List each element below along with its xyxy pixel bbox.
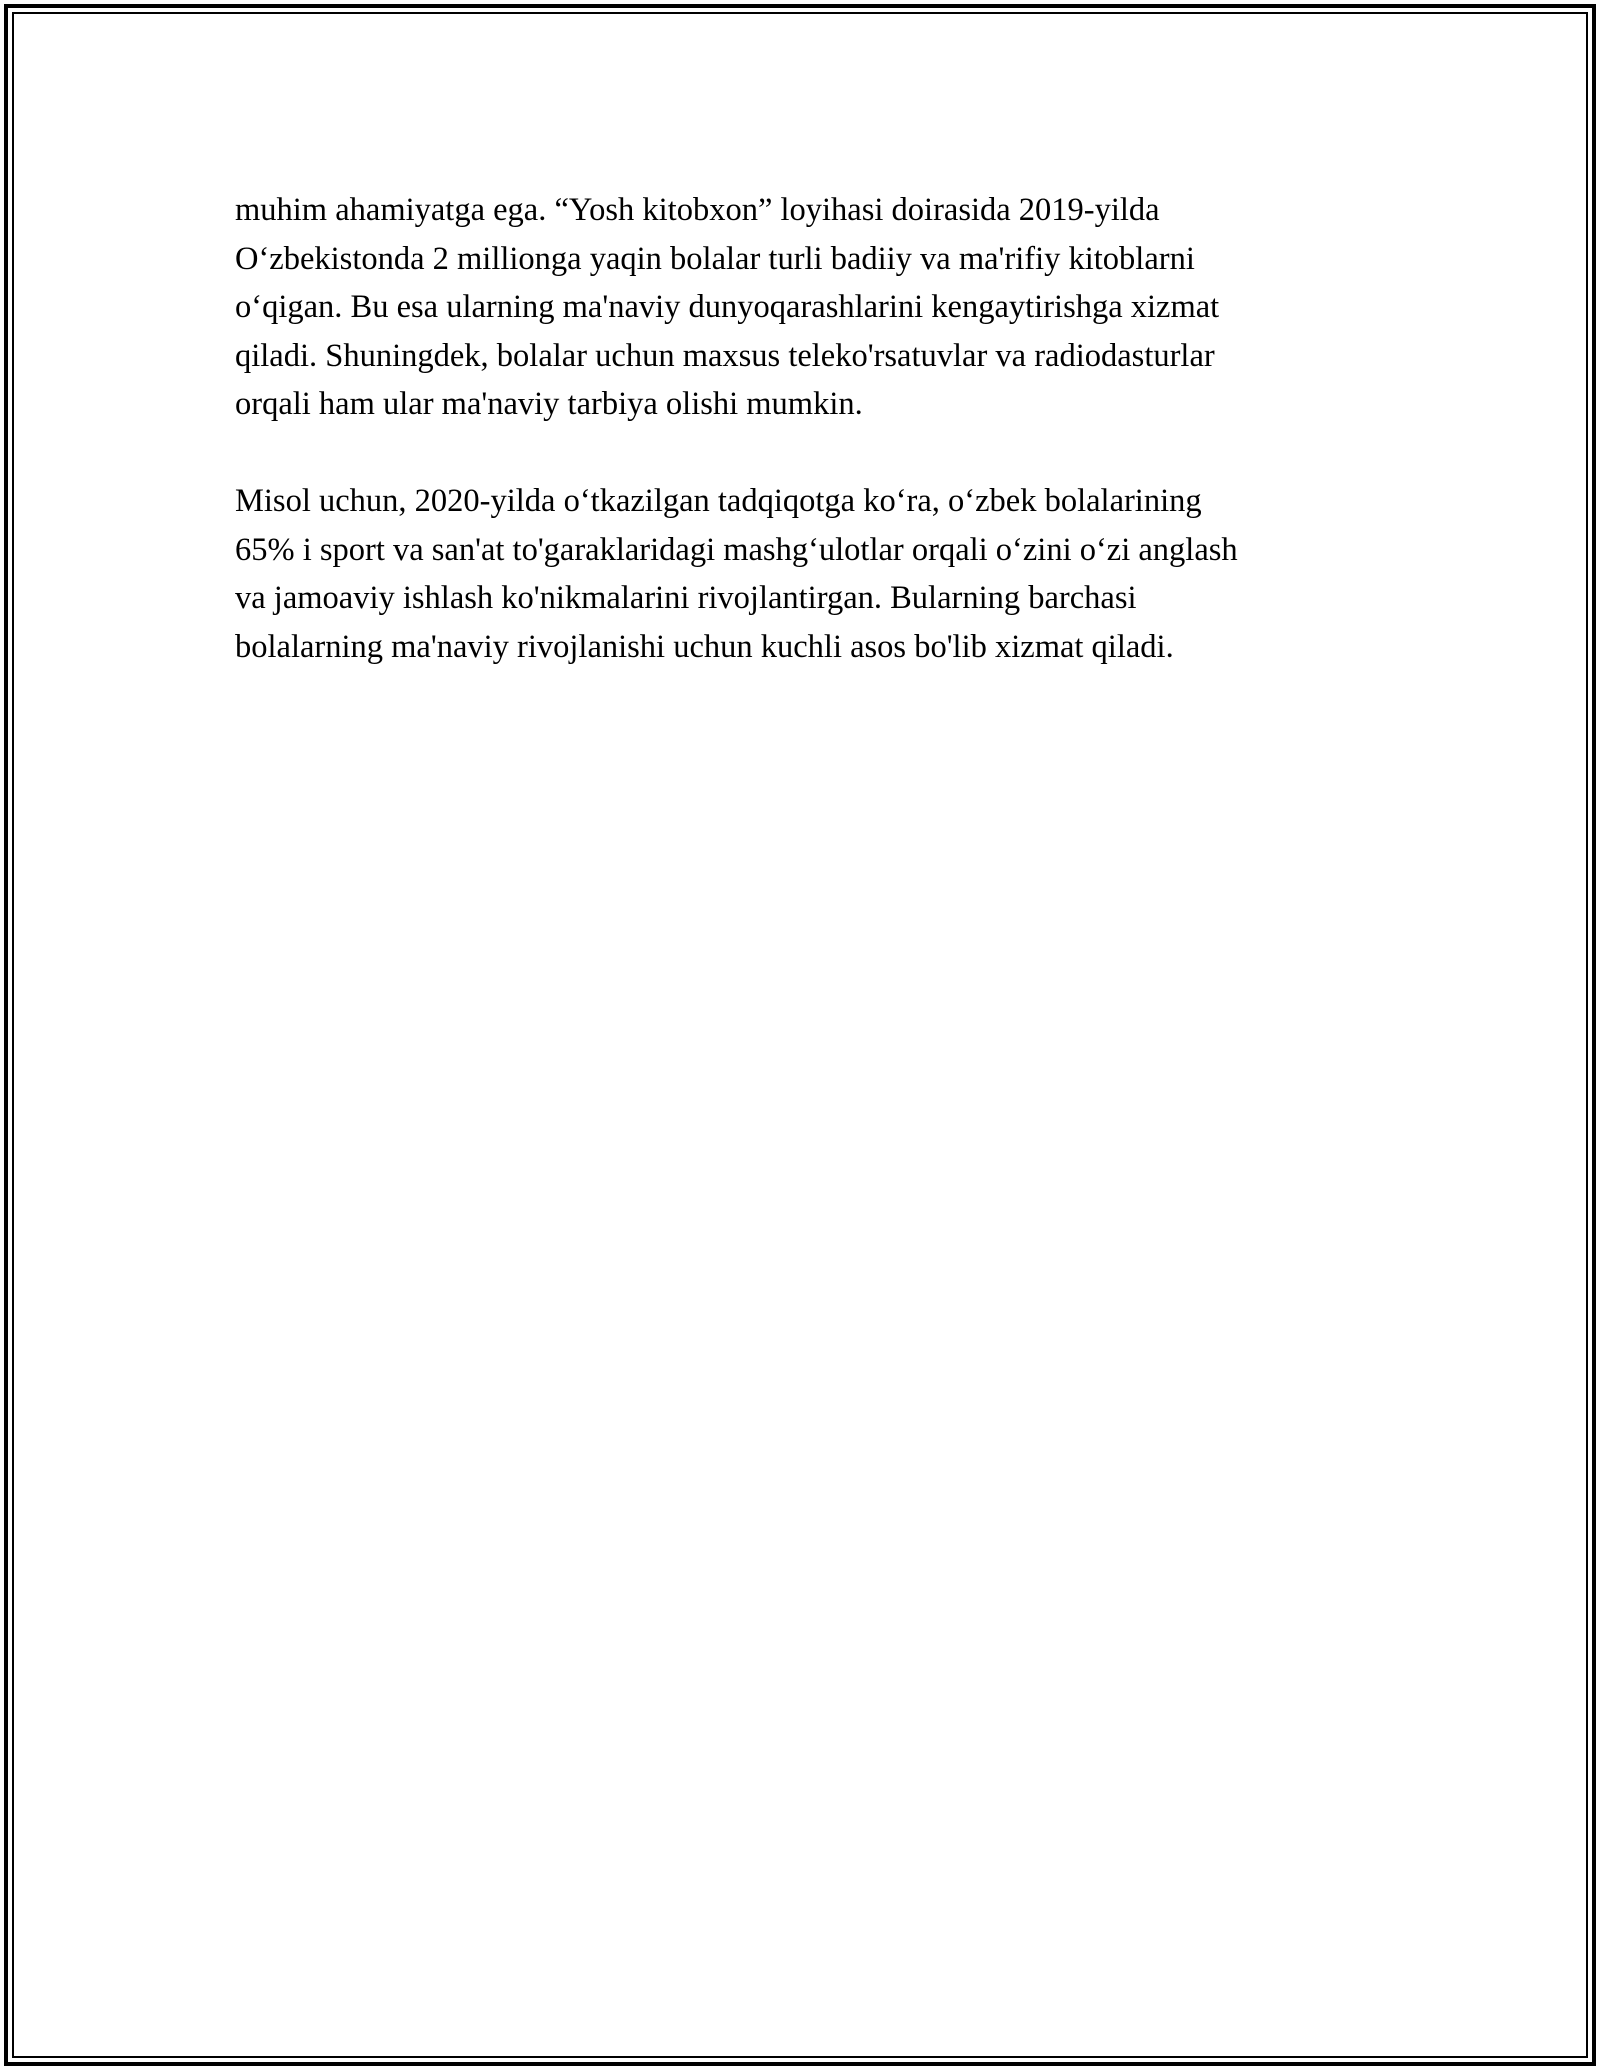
paragraph-line: o‘qigan. Bu esa ularning ma'naviy dunyoqarashlarini kengaytirishga xizmat [235,289,1220,325]
paragraph-spacer [235,429,1395,478]
paragraph-1 [235,186,1395,429]
paragraph-line: muhim ahamiyatga ega. “Yosh kitobxon” loyihasi doirasida 2019-yilda [235,192,1160,228]
paragraph-line: bolalarning ma'naviy rivojlanishi uchun kuchli asos bo'lib xizmat qiladi. [235,628,1174,665]
document-body [235,186,1395,671]
paragraph-line: Misol uchun, 2020-yilda o‘tkazilgan tadqiqotga ko‘ra, o‘zbek bolalarining [235,483,1202,519]
paragraph-line: orqali ham ular ma'naviy tarbiya olishi mumkin. [235,386,863,422]
paragraph-line: O‘zbekistonda 2 millionga yaqin bolalar turli badiiy va ma'rifiy kitoblarni [235,240,1195,277]
paragraph-line: va jamoaviy ishlash ko'nikmalarini rivojlantirgan. Bularning barchasi [235,580,1137,616]
paragraph-line: qiladi. Shuningdek, bolalar uchun maxsus teleko'rsatuvlar va radiodasturlar [235,337,1215,374]
paragraph-2 [235,477,1395,671]
paragraph-line: 65% i sport va san'at to'garaklaridagi mashg‘ulotlar orqali o‘zini o‘zi anglash [235,531,1238,568]
